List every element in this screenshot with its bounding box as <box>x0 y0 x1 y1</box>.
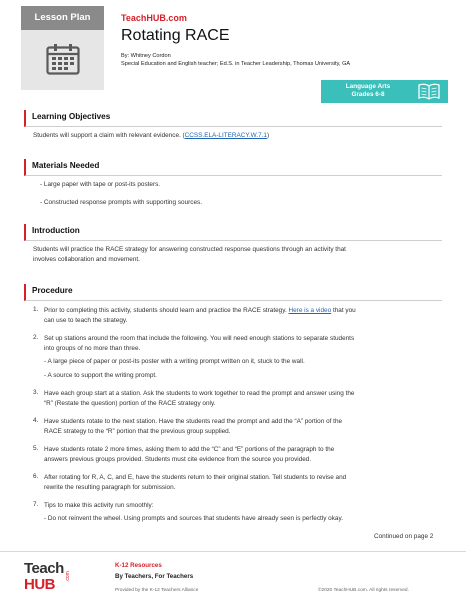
step-text: Have students rotate 2 more times, asking them to add the “C” and “E” portions of the paragraph to the <box>44 446 335 453</box>
step-text: into groups of no more than three. <box>44 345 141 352</box>
objectives-close: ) <box>266 132 270 139</box>
objectives-text <box>33 131 269 141</box>
footer-provider: Provided by the K-12 Teachers Alliance <box>115 588 199 593</box>
step-subitem: - A large piece of paper or post-its poster with a writing prompt written on it, stuck to the wall. <box>44 358 305 365</box>
introduction-line: Students will practice the RACE strategy for answering constructed response questions through an activity that <box>33 246 346 253</box>
logo-com: .com <box>65 571 71 582</box>
section-title: Materials Needed <box>32 161 100 170</box>
footer-copyright: ©2020 TeachHUB.com. All rights reserved. <box>318 588 409 593</box>
step-number: 5. <box>33 445 39 452</box>
brand-name: TeachHUB.com <box>121 13 187 23</box>
logo-hub: HUB <box>24 576 55 593</box>
lesson-plan-tab: Lesson Plan <box>21 6 104 30</box>
footer-tagline: By Teachers, For Teachers <box>115 573 194 580</box>
objectives-sentence: Students will support a claim with relevant evidence. ( <box>33 132 185 139</box>
calendar-box <box>21 30 104 90</box>
material-item: - Large paper with tape or post-its posters. <box>40 181 161 188</box>
step-number: 7. <box>33 501 39 508</box>
step-text: answers previous groups provided. Students must cite evidence from the source you provided. <box>44 456 312 463</box>
material-item: - Constructed response prompts with supporting sources. <box>40 199 202 206</box>
learning-objectives-heading <box>24 110 442 127</box>
section-title: Introduction <box>32 226 80 235</box>
continued-note: Continued on page 2 <box>374 533 434 540</box>
grade-label: Grades 6-8 <box>351 91 385 98</box>
step-text: “R” (Restate the question) portion of the RACE strategy only. <box>44 400 216 407</box>
introduction-heading <box>24 224 442 241</box>
step-number: 2. <box>33 334 39 341</box>
procedure-heading <box>24 284 442 301</box>
step-number: 4. <box>33 417 39 424</box>
step-number: 3. <box>33 389 39 396</box>
section-title: Learning Objectives <box>32 112 111 121</box>
step-number: 1. <box>33 306 39 313</box>
step-subitem: - A source to support the writing prompt. <box>44 372 157 379</box>
section-title: Procedure <box>32 286 73 295</box>
step-1-text-end: that you <box>332 307 356 314</box>
standard-link[interactable]: CCSS.ELA-LITERACY.W.7.1 <box>184 132 267 139</box>
step-text: rewrite the resulting paragraph for submission. <box>44 484 176 491</box>
step-text: Set up stations around the room that include the following. You will need enough stations to separate students <box>44 335 355 342</box>
footer-k12-resources: K-12 Resources <box>115 562 162 569</box>
video-link[interactable]: Here is a video <box>288 307 332 314</box>
subject-label: Language Arts <box>345 83 391 90</box>
footer-divider <box>0 551 466 552</box>
step-text: Tips to make this activity run smoothly: <box>44 502 154 509</box>
open-book-icon <box>418 83 440 100</box>
step-text <box>44 306 356 316</box>
author-credentials: Special Education and English teacher; Ed.S. in Teacher Leadership, Thomas University, GA <box>121 61 351 67</box>
calendar-icon <box>46 43 80 75</box>
step-text: Have students rotate to the next station. Have the students read the prompt and add the “A” portion of the <box>44 418 343 425</box>
subject-badge <box>321 80 448 103</box>
introduction-line: involves collaboration and movement. <box>33 256 140 263</box>
logo-teach: Teach <box>24 560 64 577</box>
step-text: RACE strategy to the “R” portion that the previous group supplied. <box>44 428 231 435</box>
step-number: 6. <box>33 473 39 480</box>
subject-text <box>327 83 409 99</box>
teachhub-logo <box>24 560 96 594</box>
step-text: can use to teach the strategy. <box>44 317 128 324</box>
page-title: Rotating RACE <box>121 27 230 44</box>
step-subitem: - Do not reinvent the wheel. Using prompts and sources that students have already seen is perfectly okay. <box>44 515 343 522</box>
step-text: Have each group start at a station. Ask the students to work together to read the prompt and answer using the <box>44 390 355 397</box>
materials-heading <box>24 159 442 176</box>
step-text: After rotating for R, A, C, and E, have the students return to their original station. Tell students to revise and <box>44 474 347 481</box>
step-1-text: Prior to completing this activity, students should learn and practice the RACE strategy. <box>44 307 287 314</box>
author-name: By: Whitney Cordon <box>121 53 171 59</box>
